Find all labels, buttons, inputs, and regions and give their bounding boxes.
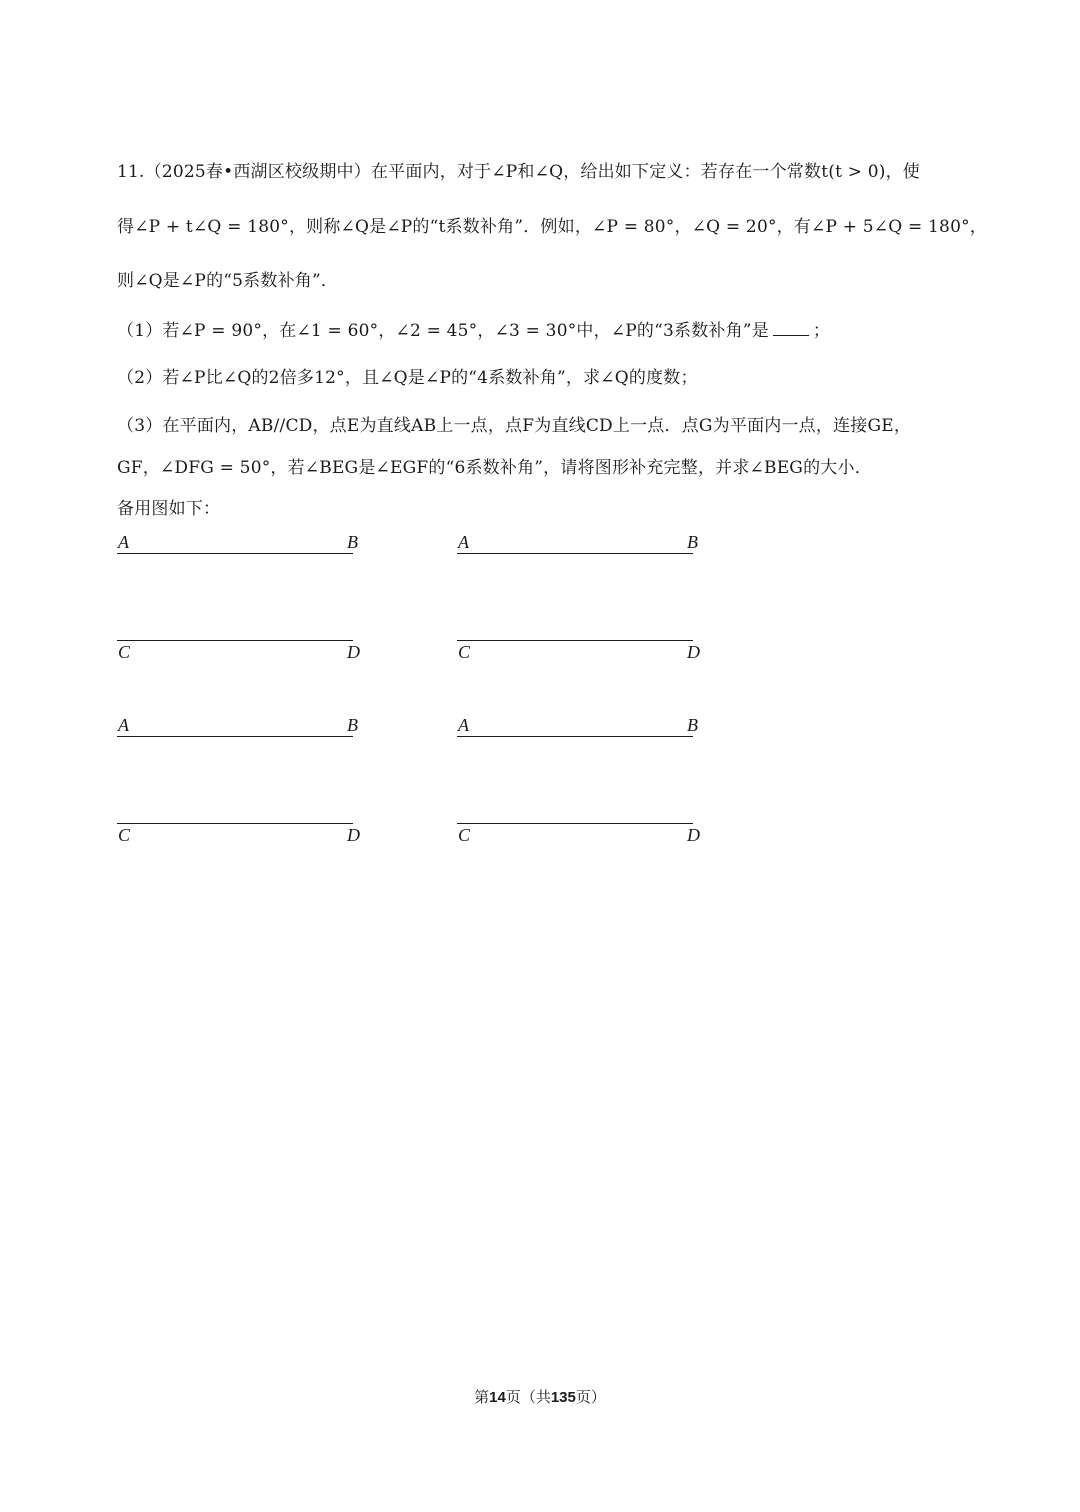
label-d: D xyxy=(347,642,360,662)
line-ab xyxy=(457,553,693,554)
line-ab xyxy=(117,736,353,737)
part-1-text: （1）若∠P = 90°，在∠1 = 60°，∠2 = 45°，∠3 = 30°中，∠P的“3系数补角”是 xyxy=(117,321,769,341)
label-c: C xyxy=(118,825,131,845)
line-cd xyxy=(457,640,693,641)
label-c: C xyxy=(118,642,131,662)
line-ab xyxy=(117,553,353,554)
label-b: B xyxy=(347,532,358,552)
label-d: D xyxy=(687,825,700,845)
problem-line-1 xyxy=(117,157,920,182)
problem-line-2: 得∠P + t∠Q = 180°，则称∠Q是∠P的“t系数补角”．例如，∠P = 80°，∠Q = 20°，有∠P + 5∠Q = 180°， xyxy=(117,217,987,237)
page-footer xyxy=(0,1386,1080,1407)
current-page-number: 14 xyxy=(489,1389,506,1406)
part-1 xyxy=(117,316,830,341)
footer-suffix: 页） xyxy=(575,1388,606,1406)
backup-diagram-3 xyxy=(117,715,367,845)
problem-line-3: 则∠Q是∠P的“5系数补角”． xyxy=(117,271,339,291)
label-c: C xyxy=(458,642,471,662)
problem-line1-text: 在平面内，对于∠P和∠Q，给出如下定义：若存在一个常数t(t > 0)，使 xyxy=(370,162,920,182)
backup-diagram-1 xyxy=(117,532,367,662)
problem-source: （2025春•西湖区校级期中） xyxy=(144,162,371,182)
label-d: D xyxy=(687,642,700,662)
label-b: B xyxy=(687,715,698,735)
label-c: C xyxy=(458,825,471,845)
line-cd xyxy=(117,640,353,641)
label-b: B xyxy=(347,715,358,735)
problem-number: 11. xyxy=(117,162,145,182)
line-cd xyxy=(117,823,353,824)
backup-diagram-4 xyxy=(457,715,707,845)
label-a: A xyxy=(118,532,129,552)
answer-blank xyxy=(773,321,809,336)
label-a: A xyxy=(458,715,469,735)
line-ab xyxy=(457,736,693,737)
label-a: A xyxy=(118,715,129,735)
footer-middle: 页（共 xyxy=(505,1388,551,1406)
label-b: B xyxy=(687,532,698,552)
footer-prefix: 第 xyxy=(474,1388,490,1406)
part-1-end: ； xyxy=(812,321,831,341)
part-3-line-2: GF，∠DFG = 50°，若∠BEG是∠EGF的“6系数补角”，请将图形补充完整，并求∠BEG的大小． xyxy=(117,458,872,478)
part-2: （2）若∠P比∠Q的2倍多12°，且∠Q是∠P的“4系数补角”，求∠Q的度数； xyxy=(117,368,698,388)
total-pages: 135 xyxy=(550,1389,576,1406)
label-a: A xyxy=(458,532,469,552)
backup-caption: 备用图如下： xyxy=(117,499,221,519)
label-d: D xyxy=(347,825,360,845)
backup-diagram-2 xyxy=(457,532,707,662)
line-cd xyxy=(457,823,693,824)
part-3-line-1: （3）在平面内，AB//CD，点E为直线AB上一点，点F为直线CD上一点．点G为平面内一点，连接GE， xyxy=(117,416,912,436)
